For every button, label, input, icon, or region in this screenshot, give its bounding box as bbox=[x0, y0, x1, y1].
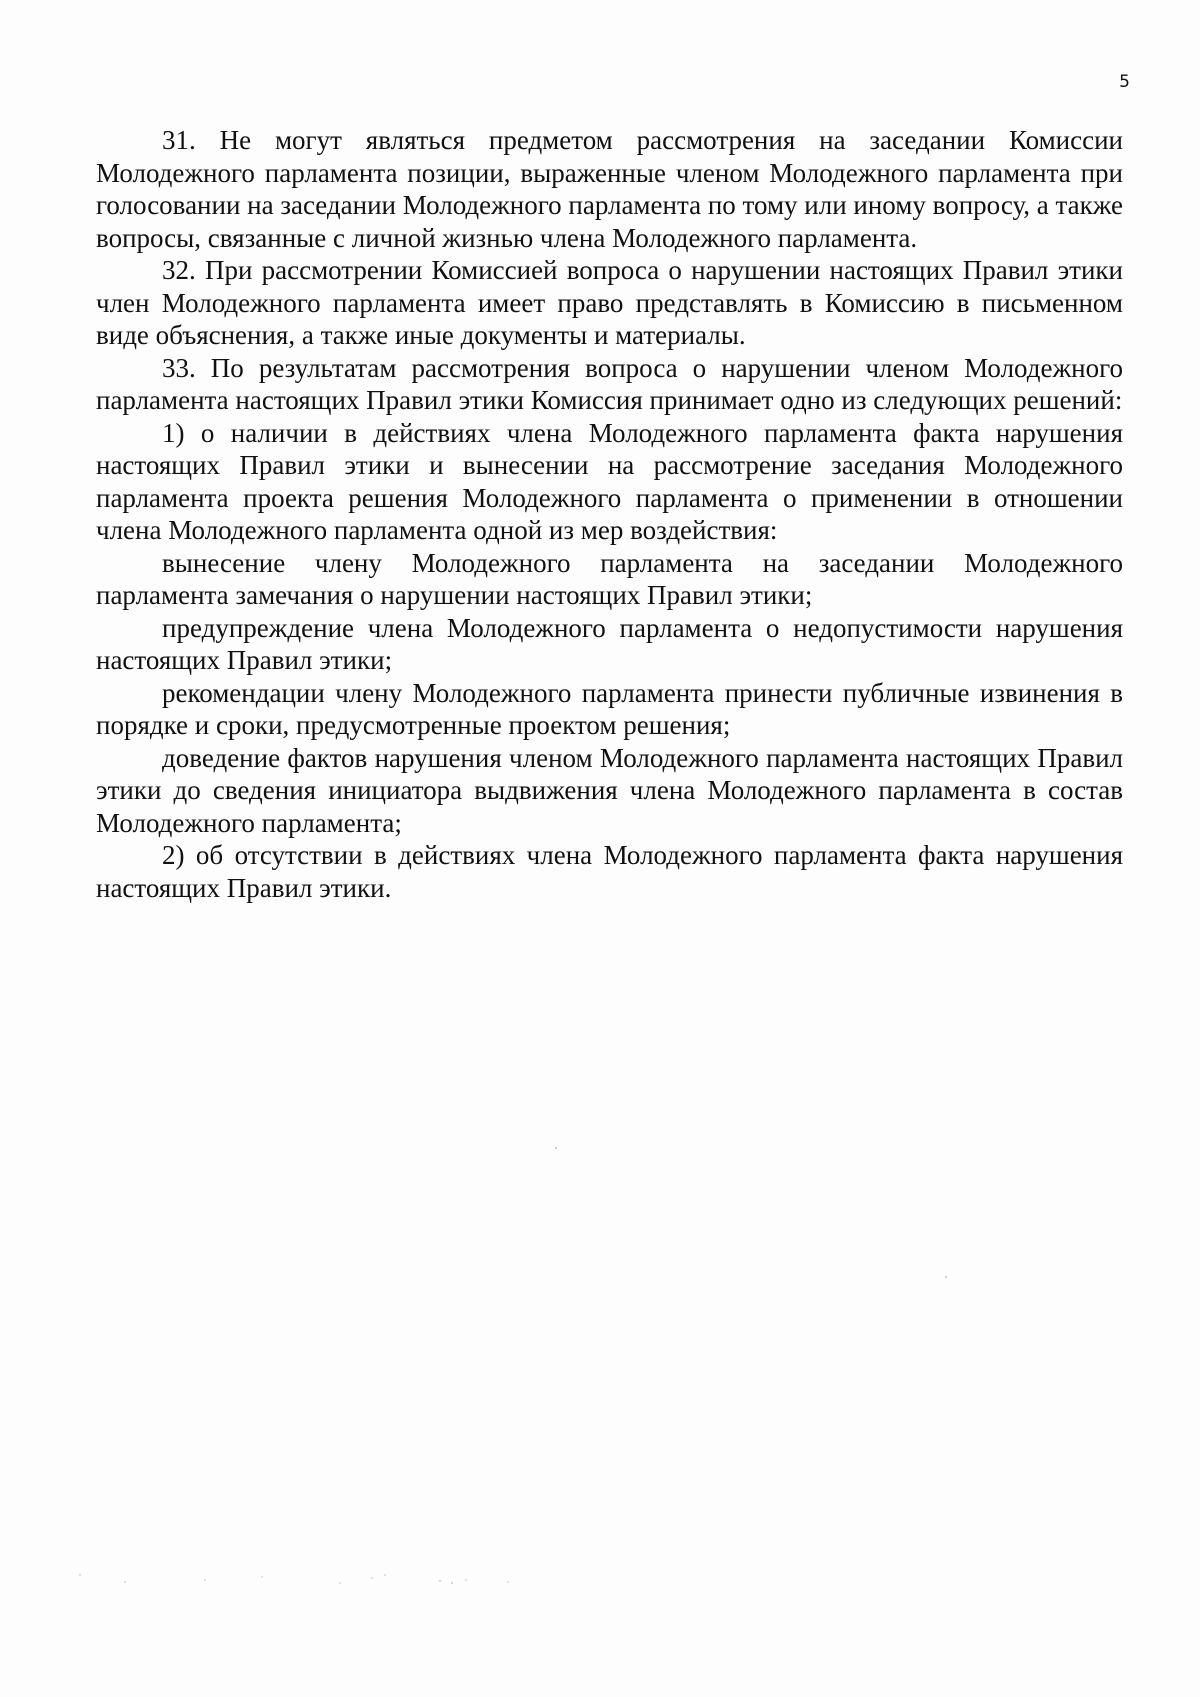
list-item-2: 2) об отсутствии в действиях члена Молодежного парламента факта нарушения настоящих Правил этики. bbox=[96, 840, 1123, 903]
measure-warning: предупреждение члена Молодежного парламента о недопустимости нарушения настоящих Правил этики; bbox=[96, 612, 1123, 675]
paragraph-31: 31. Не могут являться предметом рассмотрения на заседании Комиссии Молодежного парламента позиции, выраженные членом Молодежного парламента при голосовании на заседании Молодежного парламента по тому или иному вопросу, а также вопросы, связанные с личной жизнью члена Молодежного парламента. bbox=[96, 125, 1123, 253]
paragraph-33: 33. По результатам рассмотрения вопроса о нарушении членом Молодежного парламента настоящих Правил этики Комиссия принимает одно из следующих решений: bbox=[96, 352, 1123, 415]
paragraph-32: 32. При рассмотрении Комиссией вопроса о нарушении настоящих Правил этики член Молодежного парламента имеет право представлять в Комиссию в письменном виде объяснения, а также иные документы и материалы. bbox=[96, 255, 1123, 350]
measure-notification: доведение фактов нарушения членом Молодежного парламента настоящих Правил этики до сведения инициатора выдвижения члена Молодежного парламента в состав Молодежного парламента; bbox=[96, 742, 1123, 838]
page-number: 5 bbox=[1119, 72, 1130, 92]
document-body bbox=[96, 124, 1123, 904]
list-item-1: 1) о наличии в действиях члена Молодежного парламента факта нарушения настоящих Правил этики и вынесении на рассмотрение заседания Молодежного парламента проекта решения Молодежного парламента о применении в отношении члена Молодежного парламента одной из мер воздействия: bbox=[96, 417, 1123, 545]
measure-apology: рекомендации члену Молодежного парламента принести публичные извинения в порядке и сроки, предусмотренные проектом решения; bbox=[96, 677, 1123, 740]
measure-remark: вынесение члену Молодежного парламента на заседании Молодежного парламента замечания о нарушении настоящих Правил этики; bbox=[96, 547, 1123, 610]
